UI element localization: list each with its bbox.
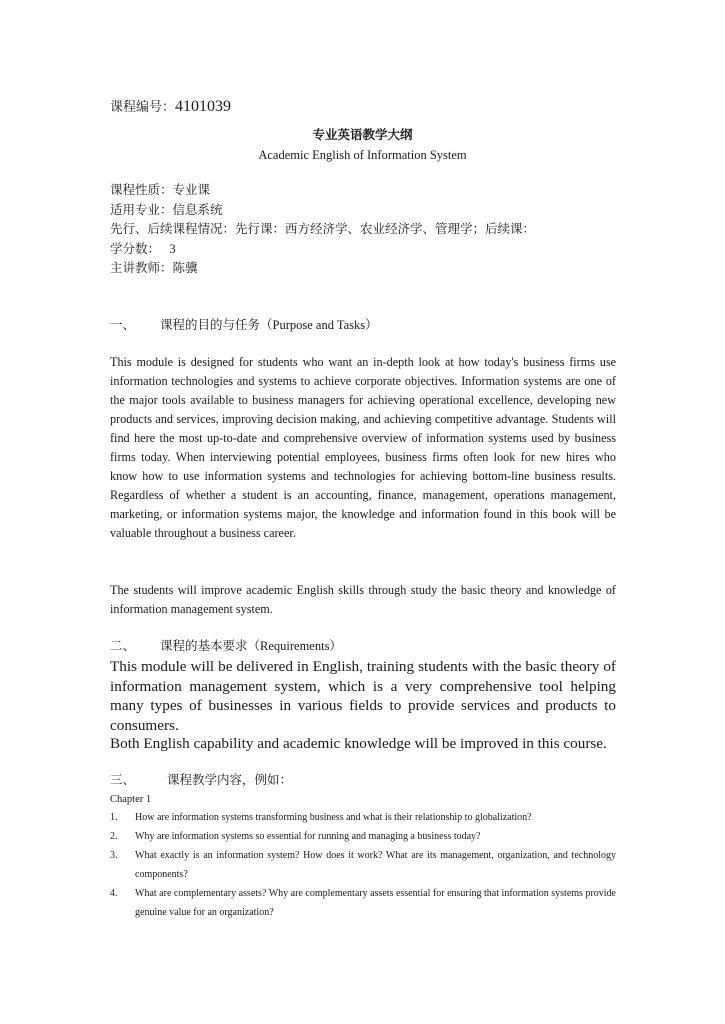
lecturer: 主讲教师：陈骥 [110,261,198,275]
credits-label: 学分数： [110,241,161,256]
list-item [110,846,616,884]
section-2-heading [110,637,342,655]
section-1-title: 课程的目的与任务（Purpose and Tasks） [160,318,378,332]
section-1-heading [110,316,378,334]
credits-value: 3 [169,241,176,256]
section-2-paragraph-2: Both English capability and academic knowledge will be improved in this course. [110,735,607,752]
section-2-paragraph-1: This module will be delivered in English, training students with the basic theory of information management system, which is a very comprehensive tool helping many types of businesses in various fields to provide services and products to consumers. [110,658,616,734]
list-item [110,808,616,827]
applicable-major: 适用专业：信息系统 [110,202,223,217]
question-list [110,808,616,922]
section-3-heading [110,771,292,789]
list-item-number: 3. [110,850,118,861]
course-nature: 课程性质：专业课 [110,183,211,197]
list-item-number: 2. [110,831,118,842]
section-1-paragraph-2: The students will improve academic English skills through study the basic theory and knowledge of information management system. [110,583,616,616]
list-item-text: How are information systems transforming business and what is their relationship to globalization? [135,812,532,823]
prerequisite-courses: 先行、后续课程情况：先行课：西方经济学、农业经济学、管理学；后续课： [110,222,536,236]
syllabus-title-chinese: 专业英语教学大纲 [312,128,413,142]
list-item-text: What exactly is an information system? How does it work? What are its management, organization, and technology components? [135,850,616,880]
course-meta [110,181,535,279]
section-3-title: 课程教学内容，例如： [167,773,293,787]
list-item-number: 4. [110,888,118,899]
list-item-text: What are complementary assets? Why are complementary assets essential for ensuring that information systems provide genuine value for an organization? [135,888,616,918]
section-2-title: 课程的基本要求（Requirements） [160,639,342,653]
course-code-value: 4101039 [175,98,232,115]
section-1-index: 一、 [110,318,136,332]
list-item [110,827,616,846]
chapter-label: Chapter 1 [110,794,152,805]
list-item-text: Why are information systems so essential for running and managing a business today? [135,831,481,842]
list-item-number: 1. [110,812,118,823]
section-2-index: 二、 [110,639,136,653]
credits [110,240,535,260]
course-code-label: 课程编号： [110,99,176,114]
syllabus-title-english: Academic English of Information System [258,148,467,162]
course-code [110,96,231,118]
section-1-paragraph-1: This module is designed for students who want an in-depth look at how today's business firms use information technologies and systems to achieve corporate objectives. Information systems are one of the major tools available to business managers for achieving operational excellence, developing new products and services, improving decision making, and achieving competitive advantage. Students will find here the most up-to-date and comprehensive overview of information systems used by business firms today. When interviewing potential employees, business firms often look for new hires who know how to use information systems and technologies for achieving bottom-line business results. Regardless of whether a student is an accounting, finance, management, operations management, marketing, or information systems major, the knowledge and information found in this book will be valuable throughout a business career. [110,355,616,540]
section-3-index: 三、 [110,773,136,787]
list-item [110,884,616,922]
